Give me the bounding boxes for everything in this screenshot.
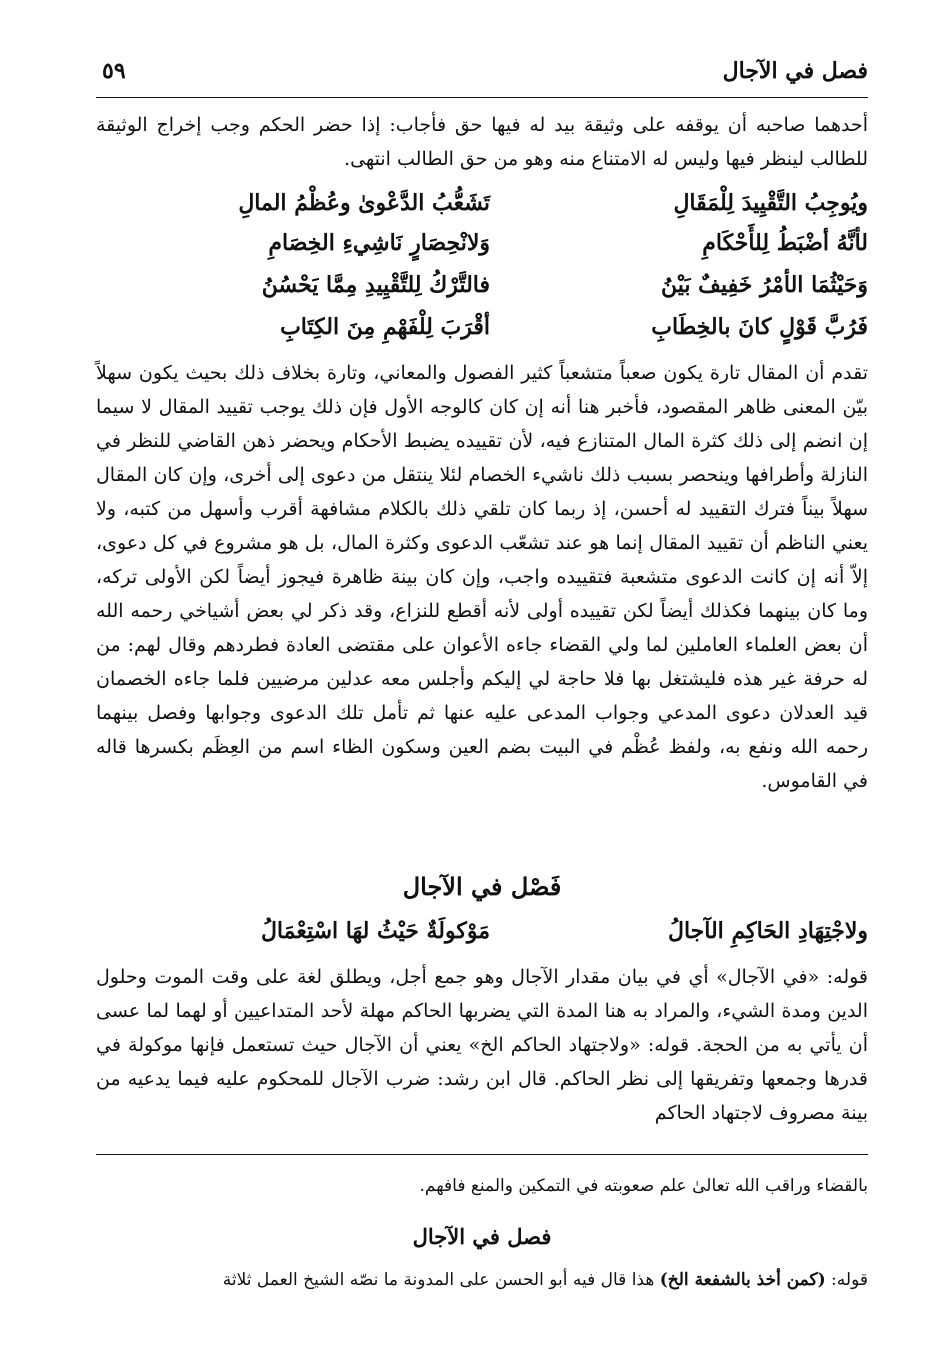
commentary-paragraph: تقدم أن المقال تارة يكون صعباً متشعباً كثير الفصول والمعاني، وتارة بخلاف ذلك بحيث يكون سهلاً بيّن المعنى ظاهر المقصود، فأخبر هنا أنه إن كان كالوجه الأول فإن ذلك يوجب تقييد المقال لا سيما إن انضم إلى ذلك كثرة المال المتنازع فيه، لأن تقييده يضبط الأحكام ويحضر ذهن القاضي للنظر في النازلة وأطرافها وينحصر بسبب ذلك ناشيء الخصام لئلا ينتقل من دعوى إلى أخرى، وإن كان المقال سهلاً بيناً فترك التقييد له أحسن، إذ ربما كان تلقي ذلك بالكلام مشافهة أقرب وأسهل من كتبه، ولا يعني الناظم أن تقييد المقال إنما هو عند تشعّب الدعوى وكثرة المال، بل هو مشروع في كل دعوى، إلاّ أنه إن كانت الدعوى متشعبة فتقييده واجب، وإن كان بينة ظاهرة فيجوز أيضاً لكن الأولى تركه، وما كان بينهما فكذلك أيضاً لكن تقييده أولى لأنه أقطع للنزاع، وقد ذكر لي بعض أشياخي رحمه الله أن بعض العلماء العاملين لما ولي القضاء جاءه الأعوان على مقتضى العادة فطردهم وقال لهم: من له حرفة غير هذه فليشتغل بها فلا حاجة لي إليكم وأجلس معه عدلين مرضيين فلما جاءه الخصمان قيد العدلان دعوى المدعي وجواب المدعى عليه عنها ثم تأمل تلك الدعوى وجوابها وفصل بينهما رحمه الله ونفع به، ولفظ عُظْم في البيت بضم العين وسكون الظاء اسم من العِظَم بكسرها قاله في القاموس. — [96, 362, 868, 792]
verse-line — [110, 230, 868, 266]
verse-hemistich-first: وَحَيْثُمَا الأمْرُ خَفِيفٌ بَيْنُ — [661, 272, 868, 298]
verse-line — [110, 314, 868, 350]
verse-hemistich-second: وَلانْحِصَارٍ نَاشِيءِ الخِصَامِ — [268, 230, 490, 256]
running-title: فصل في الآجال — [722, 58, 868, 84]
verse-hemistich-first: ولاجْتِهَادِ الحَاكِمِ الآجالُ — [667, 918, 868, 944]
intro-paragraph: أحدهما صاحبه أن يوقفه على وثيقة بيد له فيها حق فأجاب: إذا حضر الحكم وجب إخراج الوثيقة للطالب لينظر فيها وليس له الامتناع منه وهو من حق الطالب انتهى. — [96, 114, 868, 170]
footnote-continuation: بالقضاء وراقب الله تعالىٰ علم صعوبته في التمكين والمنع فافهم. — [419, 1176, 868, 1196]
header-rule — [96, 97, 868, 98]
verse-line — [110, 190, 868, 226]
verse-hemistich-second: أقْرَبَ لِلْفَهْمِ مِنَ الكِتَابِ — [280, 314, 490, 340]
section-paragraph: قوله: «في الآجال» أي في بيان مقدار الآجال وهو جمع أجل، ويطلق لغة على وقت الموت وحلول الدين ومدة الشيء، والمراد به هنا المدة التي يضربها الحاكم مهلة لأحد المتداعيين أو لهما لما عسى أن يأتي به من الحجة. قوله: «ولاجتهاد الحاكم الخ» يعني أن الآجال حيث تستعمل فإنها موكولة في قدرها وجمعها وتفريقها إلى نظر الحاكم. قال ابن رشد: ضرب الآجال للمحكوم عليه فيما يدعيه من بينة مصروف لاجتهاد الحاكم — [96, 966, 868, 1124]
page-number: ٥٩ — [102, 58, 126, 84]
verse-line — [110, 272, 868, 308]
verse-hemistich-second: فالتَّرْكُ لِلتَّقْيِيدِ مِمَّا يَحْسُنُ — [261, 272, 490, 298]
footnote-rest: هذا قال فيه أبو الحسن على المدونة ما نصّه الشيخ العمل ثلاثة — [222, 1270, 660, 1290]
footnote-rule — [96, 1154, 868, 1155]
section-heading: فَصْل في الآجال — [402, 872, 562, 901]
footnote-quote: (كمن أخذ بالشفعة الخ) — [659, 1270, 826, 1290]
page-header — [96, 52, 868, 98]
verse-hemistich-first: لأنَّهُ أضْبَطُ لِلأَحْكَامِ — [702, 230, 868, 256]
verse-hemistich-second: تَشَعُّبُ الدَّعْوىٰ وعُظْمُ المالِ — [238, 190, 490, 216]
verse-hemistich-first: ويُوجِبُ التَّقْيِيدَ لِلْمَقَالِ — [673, 190, 868, 216]
section-verse — [110, 918, 868, 954]
verse-hemistich-second: مَوْكولَةٌ حَيْثُ لهَا اسْتِعْمَالُ — [260, 918, 490, 944]
verse-hemistich-first: فَرُبَّ قَوْلٍ كانَ بالخِطَابِ — [651, 314, 868, 340]
footnote-line — [96, 1266, 868, 1294]
footnote-section-heading: فصل في الآجال — [412, 1224, 552, 1249]
footnote-prefix: قوله: — [825, 1270, 868, 1290]
